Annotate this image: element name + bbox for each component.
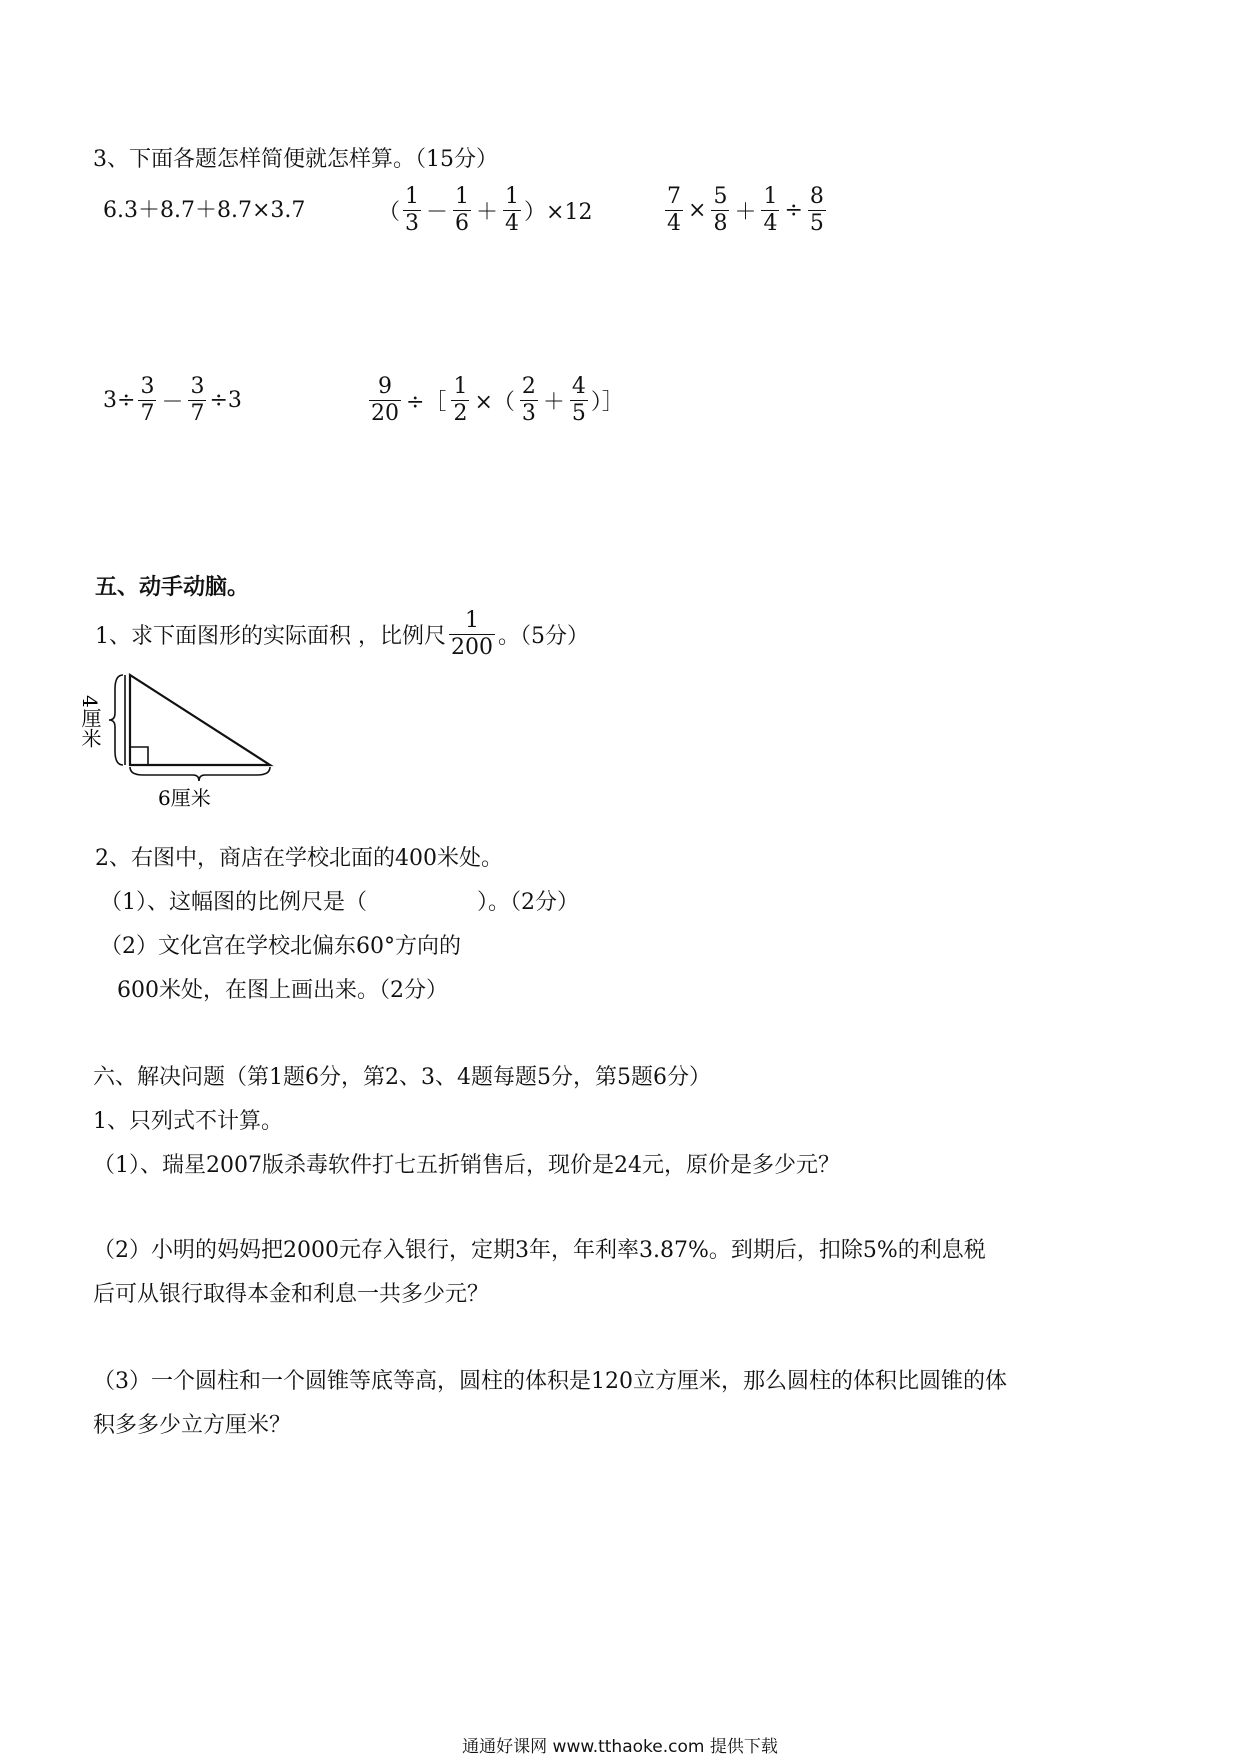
operator: ×（: [474, 390, 515, 415]
operator: ×: [688, 198, 707, 223]
expr-5: [366, 374, 624, 427]
page-footer: 通通好课网 www.tthaoke.com 提供下载: [462, 1737, 778, 1757]
expr-2-tail: ）×12: [524, 200, 593, 225]
s5-q2: 2、右图中，商店在学校北面的400米处。: [95, 846, 503, 871]
fraction: $\frac{5}{8}$: [713, 184, 728, 236]
operator: ＋: [734, 200, 757, 225]
s6-p2a: （2）小明的妈妈把2000元存入银行，定期3年，年利率3.87%。到期后，扣除5%的利息税: [93, 1238, 986, 1263]
operator: ÷［: [406, 390, 447, 415]
scale-fraction: $\frac{1}{200}$: [451, 608, 493, 660]
expr-4: [103, 374, 242, 427]
width-label: 6厘米: [158, 786, 211, 810]
section5-heading: 五、动手动脑。: [95, 574, 250, 600]
s5-q2-sub2a: （2）文化宫在学校北偏东60°方向的: [100, 934, 461, 959]
expr-5-tail: ）］: [590, 390, 624, 415]
fraction: $\frac{1}{4}$: [505, 184, 520, 236]
operator: ＋: [476, 200, 499, 225]
height-label: 4厘米: [78, 695, 102, 748]
operator: ÷: [784, 198, 803, 223]
right-triangle-figure: [75, 665, 305, 825]
s5-q1-tail: 。（5分）: [498, 624, 589, 649]
fraction: $\frac{3}{7}$: [190, 374, 205, 426]
operator: －: [426, 200, 449, 225]
s5-q1-text: 1、求下面图形的实际面积 ，比例尺: [95, 624, 446, 649]
fraction: $\frac{1}{4}$: [763, 184, 778, 236]
expr-1: 6.3＋8.7＋8.7×3.7: [103, 198, 306, 223]
fraction: $\frac{3}{7}$: [140, 374, 155, 426]
expr-3: [662, 184, 829, 237]
operator: ＋: [542, 390, 565, 415]
fraction: $\frac{1}{2}$: [453, 374, 468, 426]
height-brace: [109, 675, 123, 765]
fraction: $\frac{8}{5}$: [809, 184, 824, 236]
section6-heading: 六、解决问题（第1题6分，第2、3、4题每题5分，第5题6分）: [93, 1065, 711, 1090]
fraction: $\frac{1}{6}$: [455, 184, 470, 236]
fraction: $\frac{7}{4}$: [667, 184, 681, 236]
expr-2: [378, 184, 592, 237]
fraction: $\frac{2}{3}$: [521, 374, 536, 426]
triangle-shape: [130, 675, 270, 765]
s5-q2-sub1: （1）、这幅图的比例尺是（ ）。（2分）: [100, 890, 579, 915]
expr-4-tail: ÷3: [209, 388, 242, 413]
s6-p2b: 后可从银行取得本金和利息一共多少元？: [93, 1282, 490, 1307]
fraction: $\frac{9}{20}$: [371, 374, 399, 426]
s6-p3b: 积多多少立方厘米？: [93, 1413, 292, 1438]
s5-q1: [95, 608, 589, 661]
width-brace: [130, 767, 270, 781]
s6-p1: （1）、瑞星2007版杀毒软件打七五折销售后，现价是24元，原价是多少元？: [93, 1153, 840, 1178]
s6-p3a: （3）一个圆柱和一个圆锥等底等高，圆柱的体积是120立方厘米，那么圆柱的体积比圆锥的体: [93, 1369, 1007, 1394]
s5-q2-sub2b: 600米处，在图上画出来。（2分）: [117, 978, 448, 1003]
fraction: $\frac{1}{3}$: [405, 184, 420, 236]
right-angle-mark: [130, 747, 148, 765]
s6-q1: 1、只列式不计算。: [93, 1109, 283, 1134]
expr-2-lparen: （: [378, 200, 401, 225]
operator: －: [161, 390, 184, 415]
q3-title: 3、下面各题怎样简便就怎样算。（15分）: [93, 147, 498, 172]
expr-4-lead: 3÷: [103, 388, 136, 413]
fraction: $\frac{4}{5}$: [571, 374, 586, 426]
